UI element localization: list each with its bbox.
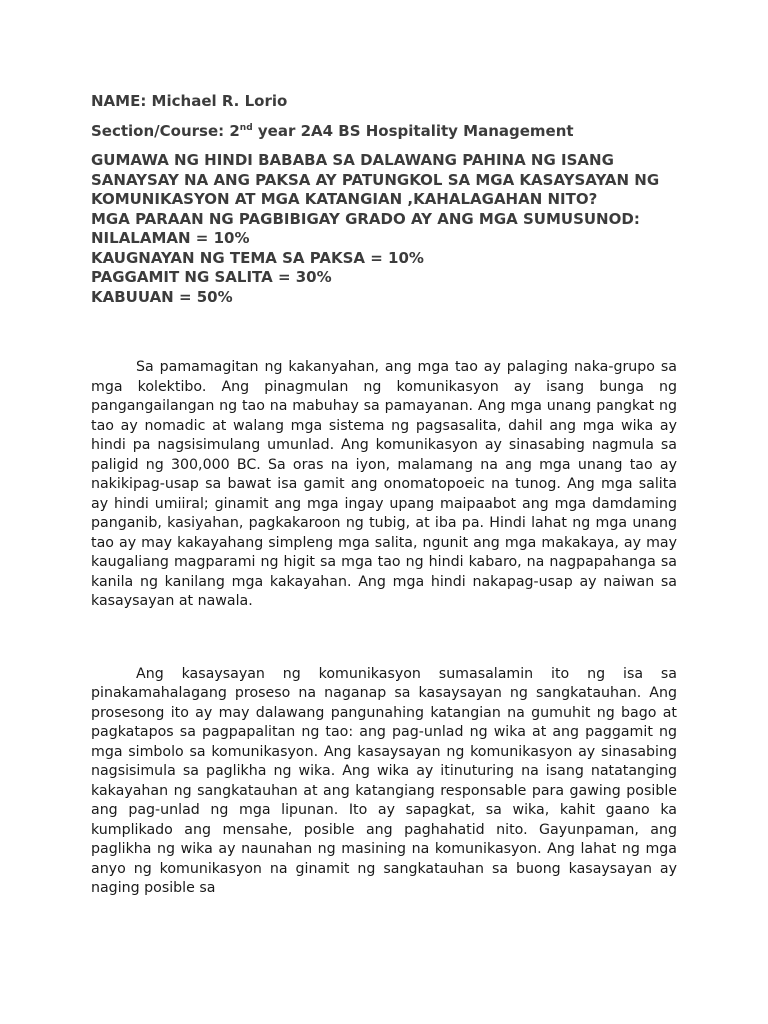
criterion-kabuuan: KABUUAN = 50% — [91, 287, 233, 306]
instructions-block — [91, 151, 677, 307]
essay-paragraph-2: Ang kasaysayan ng komunikasyon sumasalamin ito ng isa sa pinakamahalagang proseso na naganap sa kasaysayan ng sangkatauhan. Ang prosesong ito ay may dalawang pangunahing katangian na gumuhit ng bago at pagkatapos sa pagpapalitan ng tao: ang pag-unlad ng wika at ang paggamit ng mga simbolo sa komunikasyon. Ang kasaysayan ng komunikasyon ay sinasabing nagsisimula sa paglikha ng wika. Ang wika ay itinuturing na isang natatanging kakayahan ng sangkatauhan at ang katangiang responsable para gawing posible ang pag-unlad ng mga lipunan. Ito ay sapagkat, sa wika, kahit gaano ka kumplikado ang mensahe, posible ang paghahatid nito. Gayunpaman, ang paglikha ng wika ay naunahan ng masining na komunikasyon. Ang lahat ng mga anyo ng komunikasyon na ginamit ng sangkatauhan sa buong kasaysayan ay naging posible sa — [91, 665, 677, 896]
essay-paragraph-1: Sa pamamagitan ng kakanyahan, ang mga tao ay palaging naka-grupo sa mga kolektibo. Ang pinagmulan ng komunikasyon ay isang bunga ng pangangailangan ng tao na mabuhay sa pamayanan. Ang mga unang pangkat ng tao ay nomadic at walang mga sistema ng pagsasalita, dahil ang mga wika ay hindi pa nagsisimulang umunlad. Ang komunikasyon ay sinasabing nagmula sa paligid ng 300,000 BC. Sa oras na iyon, malamang na ang mga unang tao ay nakikipag-usap sa bawat isa gamit ang onomatopoeic na tunog. Ang mga salita ay hindi umiiral; ginamit ang mga ingay upang maipaabot ang mga damdaming panganib, kasiyahan, pagkakaroon ng tubig, at iba pa. Hindi lahat ng mga unang tao ay may kakayahang simpleng mga salita, ngunit ang mga makakaya, ay may kaugaliang magparami ng higit sa mga tao ng hindi kabaro, na nagpapahanga sa kanila ng kanilang mga kakayahan. Ang mga hindi nakapag-usap ay naiwan sa kasaysayan at nawala. — [91, 359, 677, 609]
criterion-kaugnayan: KAUGNAYAN NG TEMA SA PAKSA = 10% — [91, 248, 424, 267]
instruction-prompt: GUMAWA NG HINDI BABABA SA DALAWANG PAHINA NG ISANG SANAYSAY NA ANG PAKSA AY PATUNGKOL SA MGA KASAYSAYAN NG KOMUNIKASYON AT MGA KATANGIAN ,KAHALAGAHAN NITO? — [91, 151, 660, 208]
criterion-paggamit: PAGGAMIT NG SALITA = 30% — [91, 268, 332, 286]
section-ordinal-suffix: nd — [239, 123, 253, 133]
grading-heading: MGA PARAAN NG PAGBIBIGAY GRADO AY ANG MGA SUMUSUNOD: — [91, 209, 640, 228]
section-prefix: Section/Course: 2 — [91, 122, 240, 140]
section-suffix: year 2A4 BS Hospitality Management — [252, 122, 574, 140]
criterion-nilalaman: NILALAMAN = 10% — [91, 229, 250, 247]
student-name: NAME: Michael R. Lorio — [91, 92, 288, 110]
section-course — [91, 121, 677, 141]
document-page — [91, 91, 677, 899]
